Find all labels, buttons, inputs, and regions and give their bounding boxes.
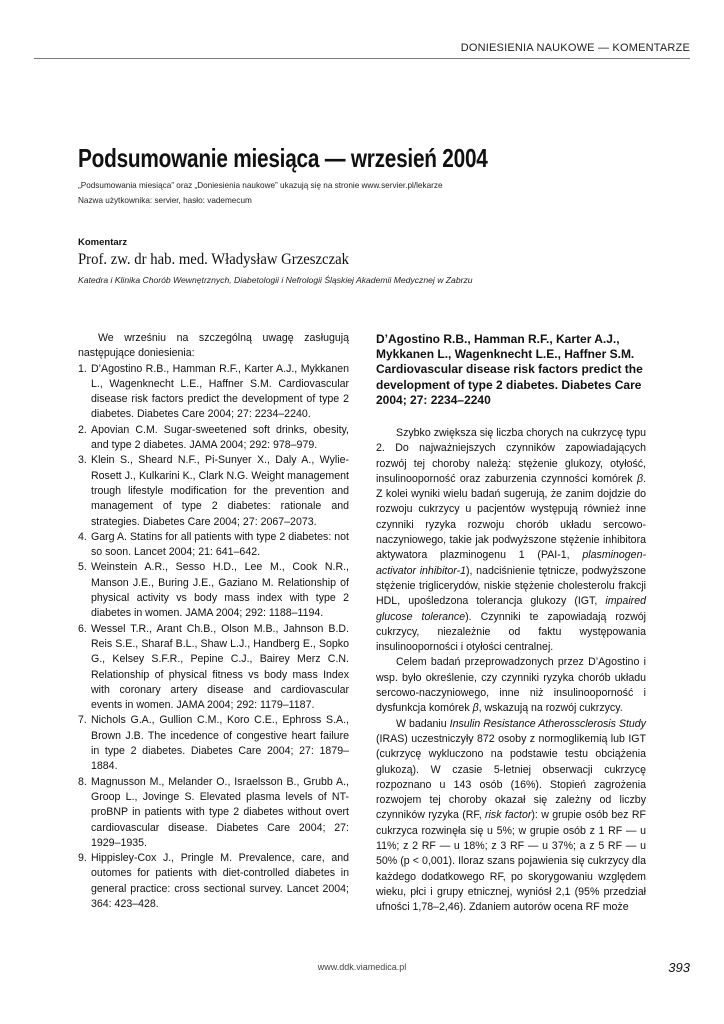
reference-number: 2. [78, 423, 87, 436]
login-note: Nazwa użytkownika: servier, hasło: vademecum [78, 196, 252, 205]
reference-number: 1. [78, 362, 87, 375]
reference-list [78, 362, 349, 913]
header-rule [34, 58, 690, 59]
reference-text: Wessel T.R., Arant Ch.B., Olson M.B., Jahnson B.D. Reis S.E., Sharaf B.L., Shaw L.J., Handberg E., Sopko G., Kelsey S.F.R., Pepine C.J., Bairey Merz C.N. Relationship of physical fitness vs body mass Index with coronary artery disease and cardiovascular events in women. JAMA 2004; 292: 1179–1187. [91, 622, 349, 712]
reference-text: Weinstein A.R., Sesso H.D., Lee M., Cook N.R., Manson J.E., Buring J.E., Gaziano M. Relationship of physical activity vs body mass index with type 2 diabetes in women. JAMA 2004; 292: 1188–1194. [91, 561, 349, 620]
reference-item [78, 713, 349, 774]
reference-item [78, 362, 349, 423]
comment-label: Komentarz [78, 237, 128, 248]
website-note: „Podsumowania miesiąca” oraz „Doniesienia naukowe” ukazują się na stronie www.servier.pl/lekarze [78, 181, 443, 190]
reference-item [78, 530, 349, 561]
summary-paragraph-2: Celem badań przeprowadzonych przez D’Agostino i wsp. było określenie, czy czynniki ryzyka chorób układu sercowo-naczyniowego, inne niż insulinooporność i dysfunkcja komórek β, wskazują na rozwój cukrzycy. [376, 656, 646, 715]
reference-number: 5. [78, 561, 87, 574]
reference-number: 7. [78, 714, 87, 727]
footer-url: www.ddk.viamedica.pl [317, 962, 407, 972]
reference-text: Klein S., Sheard N.F., Pi-Sunyer X., Daly A., Wylie-Rosett J., Kulkarini K., Clark N.G. Weight management trough lifestyle modification for the prevention and management of type 2 diabetes: rationale and strategies. Diabetes Care 2004; 27: 2067–2073. [91, 454, 349, 528]
reference-text: Garg A. Statins for all patients with type 2 diabetes: not so soon. Lancet 2004; 21: 641–642. [91, 530, 349, 559]
reference-number: 3. [78, 454, 87, 467]
intro-paragraph: We wrześniu na szczególną uwagę zasługują następujące doniesienia: [78, 332, 349, 360]
reference-item [78, 560, 349, 621]
reference-item [78, 423, 349, 454]
running-header: DONIESIENIA NAUKOWE — KOMENTARZE [460, 42, 690, 54]
reference-item [78, 775, 349, 851]
reference-text: Nichols G.A., Gullion C.M., Koro C.E., Ephross S.A., Brown J.B. The incedence of congestive heart failure in type 2 diabetes. Diabetes Care 2004; 27: 1879–1884. [91, 714, 349, 773]
reference-number: 6. [78, 622, 87, 635]
author-affiliation: Katedra i Klinika Chorób Wewnętrznych, Diabetologii i Nefrologii Śląskiej Akademii Medycznej w Zabrzu [78, 275, 473, 285]
reference-text: Apovian C.M. Sugar-sweetened soft drinks, obesity, and type 2 diabetes. JAMA 2004; 292: 978–979. [91, 423, 349, 452]
reference-number: 4. [78, 530, 87, 543]
reference-text: Magnusson M., Melander O., Israelsson B., Grubb A., Groop L., Jovinge S. Elevated plasma levels of NT-proBNP in patients with type 2 diabetes without overt cardiovascular disease. Diabetes Care 2004; 27: 1929–1935. [91, 775, 349, 849]
reference-item [78, 622, 349, 714]
summary-paragraph-1: Szybko zwiększa się liczba chorych na cukrzycę typu 2. Do najważniejszych czynników zapowiadających rozwój tej choroby należą: stężenie glukozy, otyłość, insulinooporność oraz zaburzenia czynności komórek β. Z kolei wyniki wielu badań sugerują, że zanim dojdzie do rozwoju cukrzycy u pacjentów występują również inne czynniki ryzyka rozwoju chorób układu sercowo-naczyniowego, takie jak podwyższone stężenie inhibitora aktywatora plazminogenu 1 (PAI-1, plasminogen-activator inhibitor-1), nadciśnienie tętnicze, podwyższone stężenie triglicerydów, niskie stężenie cholesterolu frakcji HDL, upośledzona tolerancja glukozy (IGT, impaired glucose tolerance). Czynniki te zapowiadają rozwój cukrzycy, niezależnie od faktu występowania insulinooporności i otyłości centralnej. [376, 427, 647, 654]
page-number: 393 [668, 960, 690, 975]
comment-author: Prof. zw. dr hab. med. Władysław Grzeszczak [78, 251, 349, 268]
reference-item [78, 851, 349, 912]
reference-number: 8. [78, 775, 87, 788]
reference-item [78, 453, 349, 529]
reference-text: Hippisley-Cox J., Pringle M. Prevalence, care, and outomes for patients with diet-controlled diabetes in general practice: cross sectional survey. Lancet 2004; 364: 423–428. [91, 852, 349, 910]
summary-paragraph-3: W badaniu Insulin Resistance Atherossclerosis Study (IRAS) uczestniczyły 872 osoby z normoglikemią lub IGT (cukrzycę wykluczono na podstawie testu obciążenia glukozą). W czasie 5-letniej obserwacji cukrzycę rozpoznano u 143 osób (16%). Stopień zagrożenia rozwojem tej choroby okazał się zależny od liczby czynników ryzyka (RF, risk factor): w grupie osób bez RF cukrzyca rozwinęła się u 5%; w grupie osób z 1 RF — u 11%; z 2 RF — u 18%; z 3 RF — u 37%; a z 5 RF — u 50% (p < 0,001). Iloraz szans pojawienia się cukrzycy dla każdego dodatkowego RF, po skorygowaniu względem wieku, płci i grupy etnicznej, wyniósł 2,1 (95% przedział ufności 1,78–2,46). Zdaniem autorów ocena RF może [376, 717, 646, 914]
page-title: Podsumowanie miesiąca — wrzesień 2004 [78, 143, 488, 173]
reference-text: D’Agostino R.B., Hamman R.F., Karter A.J., Mykkanen L., Wagenknecht L.E., Haffner S.M. Cardiovascular disease risk factors predict the development of type 2 diabetes. Diabetes Care 2004; 27: 2234–2240. [91, 362, 349, 421]
article-heading: D’Agostino R.B., Hamman R.F., Karter A.J., Mykkanen L., Wagenknecht L.E., Haffner S.M. Cardiovascular disease risk factors predict the development of type 2 diabetes. Diabetes Care 2004; 27: 2234–2240 [376, 332, 643, 407]
left-column [78, 331, 349, 912]
right-column [376, 426, 646, 916]
reference-number: 9. [78, 852, 87, 865]
